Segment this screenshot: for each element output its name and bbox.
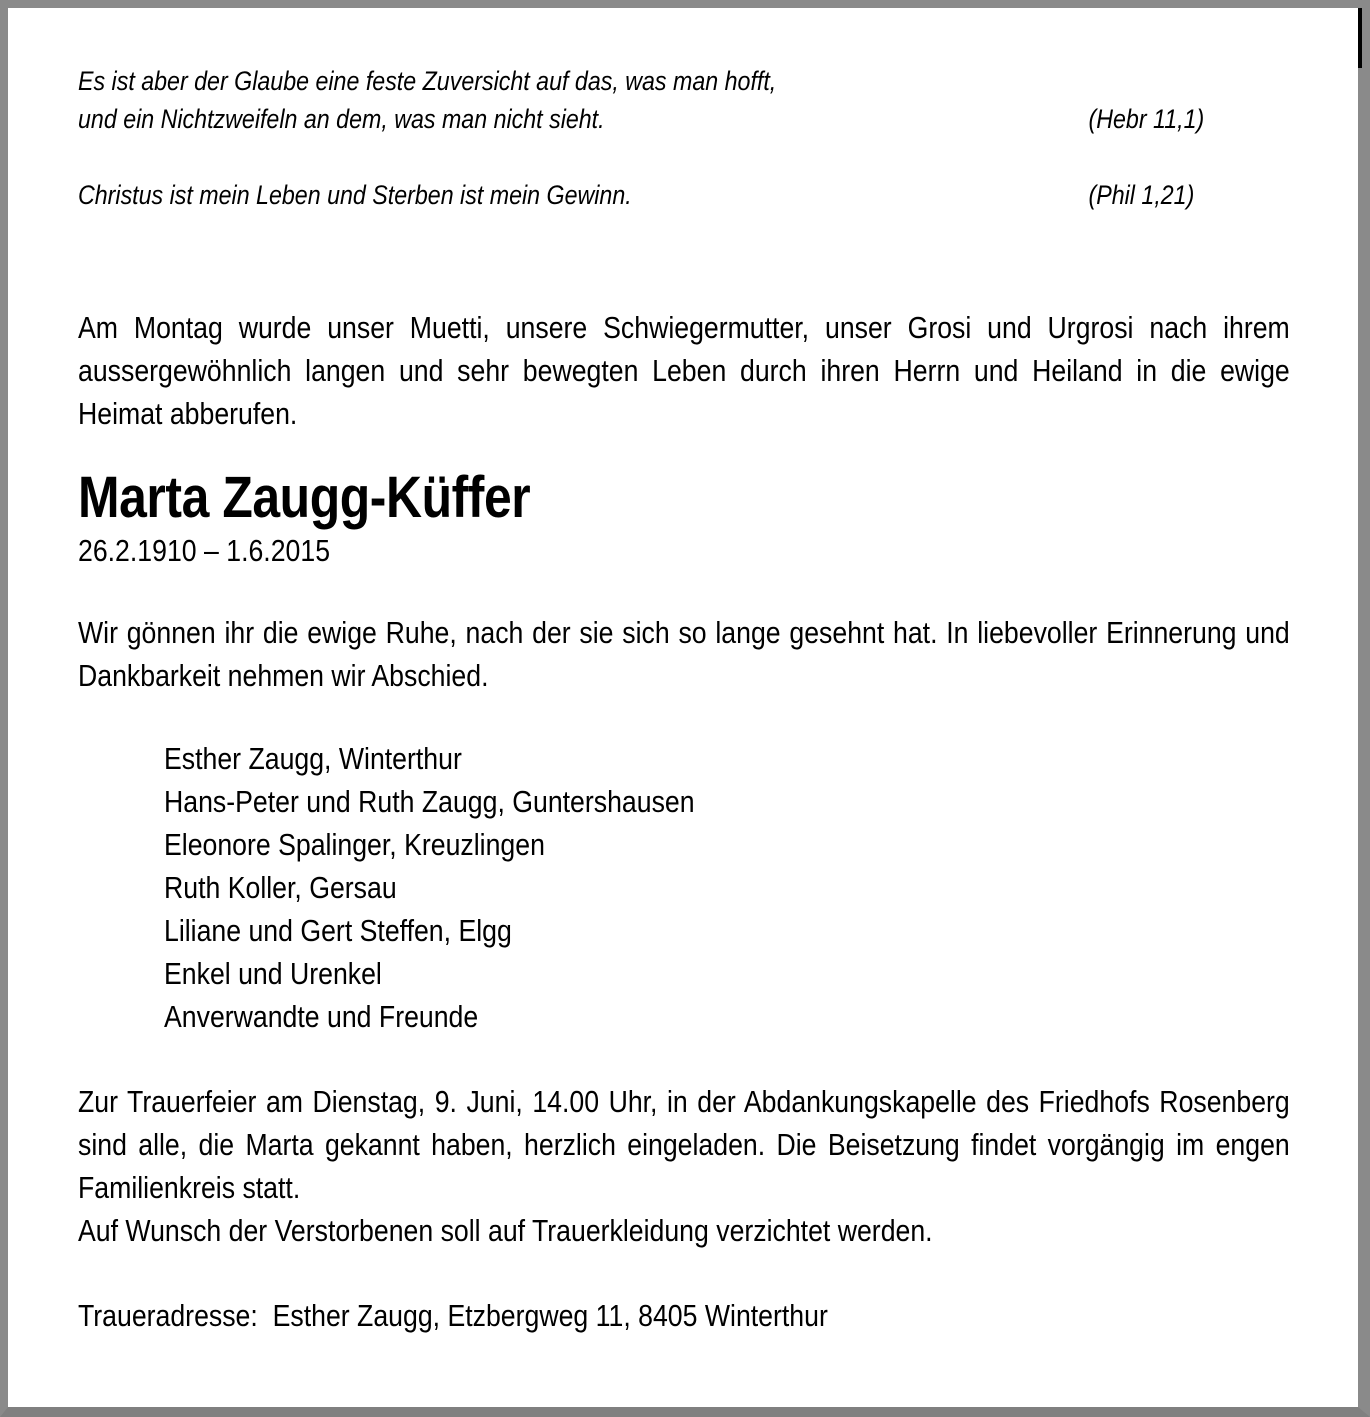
spacer — [78, 571, 1290, 611]
quote-line — [78, 100, 1290, 138]
announcement-paragraph: Am Montag wurde unser Muetti, unsere Schwiegermutter, unser Grosi und Urgrosi nach ihrem aussergewöhnlich langen und sehr bewegten Leben durch ihren Herrn und Heiland in die ewige Heimat abberufen. — [78, 310, 1290, 431]
farewell-paragraph: Wir gönnen ihr die ewige Ruhe, nach der sie sich so lange gesehnt hat. In liebevoller Erinnerung und Dankbarkeit nehmen wir Abschied. — [78, 615, 1290, 693]
spacer — [78, 214, 1290, 306]
bible-quote-hebrews — [78, 62, 1290, 138]
ceremony-paragraph: Zur Trauerfeier am Dienstag, 9. Juni, 14.00 Uhr, in der Abdankungskapelle des Friedhofs Rosenberg sind alle, die Marta gekannt haben, herzlich eingeladen. Die Beisetzung findet vorgängig im engen Familienkreis statt. — [78, 1084, 1290, 1205]
list-item: Hans-Peter und Ruth Zaugg, Guntershausen — [164, 784, 695, 819]
list-item: Enkel und Urenkel — [164, 956, 382, 991]
spacer — [78, 1252, 1290, 1294]
obituary-notice — [78, 62, 1290, 1337]
notice-body — [78, 62, 1290, 1337]
list-item: Anverwandte und Freunde — [164, 999, 479, 1034]
list-item: Liliane und Gert Steffen, Elgg — [164, 913, 512, 948]
quote-line — [78, 176, 1290, 214]
edge-rule — [1358, 8, 1362, 68]
quote-line: Es ist aber der Glaube eine feste Zuversicht auf das, was man hofft, — [78, 66, 777, 96]
list-item: Ruth Koller, Gersau — [164, 870, 397, 905]
quote-line-text: Christus ist mein Leben und Sterben ist mein Gewinn. — [78, 180, 632, 210]
list-item: Esther Zaugg, Winterthur — [164, 741, 462, 776]
deceased-name: Marta Zaugg-Küffer — [78, 465, 531, 530]
list-item: Eleonore Spalinger, Kreuzlingen — [164, 827, 545, 862]
spacer — [78, 138, 1290, 176]
spacer — [78, 1038, 1290, 1080]
mourners-list — [78, 737, 1290, 1038]
quote-line-text: und ein Nichtzweifeln an dem, was man nicht sieht. — [78, 104, 605, 134]
bible-quote-philippians — [78, 176, 1290, 214]
life-dates: 26.2.1910 – 1.6.2015 — [78, 533, 331, 568]
quote-reference: (Hebr 11,1) — [1088, 104, 1205, 134]
dress-code-note: Auf Wunsch der Verstorbenen soll auf Trauerkleidung verzichtet werden. — [78, 1213, 933, 1248]
mourning-address: Traueradresse: Esther Zaugg, Etzbergweg 11, 8405 Winterthur — [78, 1298, 828, 1333]
quote-reference: (Phil 1,21) — [1088, 180, 1195, 210]
